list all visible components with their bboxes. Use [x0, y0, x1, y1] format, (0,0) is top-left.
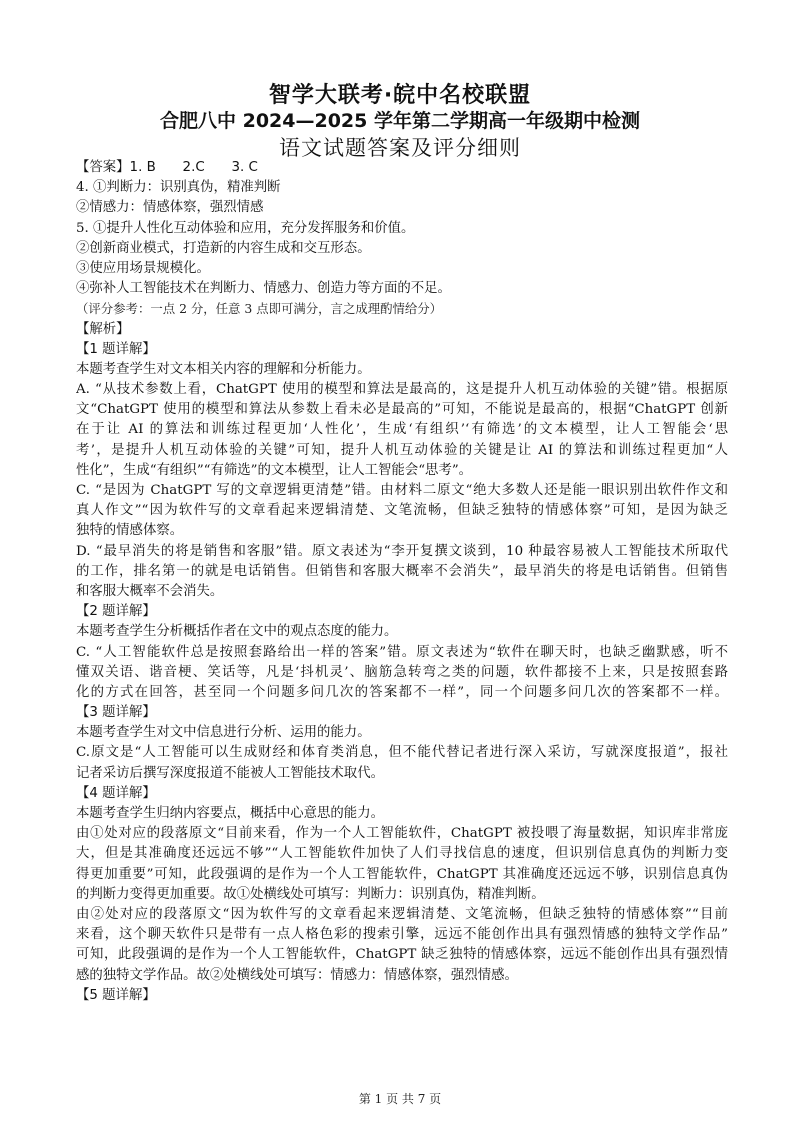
text-line: 考’，是提升人机互动体验的关键”可知，提升人机互动体验的关键是让 AI 的算法和训练过程更加“人	[76, 442, 728, 458]
document-subtitle: 合肥八中 2024—2025 学年第二学期高一年级期中检测	[160, 110, 640, 132]
text-line: 大，但是其准确度还远远不够”“人工智能软件加快了人们寻找信息的速度，但识别信息真伪的判断力变	[76, 846, 728, 862]
text-line: ④弥补人工智能技术在判断力、情感力、创造力等方面的不足。	[76, 281, 451, 297]
text-line: 感的独特文学作品。故②处横线处可填写：情感力：情感体察，强烈情感。	[76, 967, 518, 983]
text-line: （评分参考：一点 2 分，任意 3 点即可满分，言之成理酌情给分）	[76, 301, 443, 317]
text-line: 得更加重要”可知，此段强调的是作为一个人工智能软件，ChatGPT 其准确度还远远不够，识别信息真伪	[76, 866, 728, 882]
text-line: ②创新商业模式，打造新的内容生成和交互形态。	[76, 240, 371, 256]
text-line: 的工作，排名第一的就是电话销售。但销售和客服大概率不会消失”，最早消失的将是电话销售。但销售	[76, 563, 728, 579]
section-heading: 【2 题详解】	[76, 604, 156, 620]
section-heading: 【答案】1. B 2.C 3. C	[76, 160, 258, 175]
document-heading: 语文试题答案及评分细则	[279, 136, 521, 160]
page-footer: 第 1 页 共 7 页	[358, 1092, 442, 1106]
section-heading: 【3 题详解】	[76, 705, 156, 721]
text-line: ③使应用场景规模化。	[76, 260, 210, 276]
text-line: 记者采访后撰写深度报道不能被人工智能技术取代。	[76, 765, 384, 781]
text-line: 由②处对应的段落原文“因为软件写的文章看起来逻辑清楚、文笔流畅，但缺乏独特的情感体察”“目前	[76, 906, 728, 922]
text-line: 在于让 AI 的算法和训练过程更加‘人性化’，生成‘有组织’‘有筛选’的文本模型，让人工智能会‘思	[76, 422, 728, 438]
text-line: C.原文是“人工智能可以生成财经和体育类消息，但不能代替记者进行深入采访，写就深度报道”，报社	[76, 745, 728, 761]
text-line: 4. ①判断力：识别真伪，精准判断	[76, 180, 281, 196]
text-line: C. “人工智能软件总是按照套路给出一样的答案”错。原文表述为“软件在聊天时，也缺乏幽默感，听不	[76, 644, 728, 660]
text-line: C. “是因为 ChatGPT 写的文章逻辑更清楚”错。由材料二原文“绝大多数人还是能一眼识别出软件作文和	[76, 483, 728, 498]
text-line: D. “最早消失的将是销售和客服”错。原文表述为“李开复撰文谈到，10 种最容易被人工智能技术所取代	[76, 543, 728, 559]
text-line: A. “从技术参数上看，ChatGPT 使用的模型和算法是最高的，这是提升人机互动体验的关键”错。根据原	[76, 382, 728, 398]
text-line: 由①处对应的段落原文“目前来看，作为一个人工智能软件，ChatGPT 被投喂了海量数据，知识库非常庞	[76, 826, 728, 842]
text-line: 可知，此段强调的是作为一个人工智能软件，ChatGPT 缺乏独特的情感体察，远远不能创作出具有强烈情	[76, 947, 728, 963]
text-line: 的判断力变得更加重要。故①处横线处可填写：判断力：识别真伪，精准判断。	[76, 886, 545, 902]
text-line: 本题考查学生对文中信息进行分析、运用的能力。	[76, 725, 371, 741]
text-line: 来看，这个聊天软件只是带有一点人格色彩的搜索引擎，远远不能创作出具有强烈情感的独特文学作品”	[76, 927, 728, 943]
text-line: 化的方式在回答，甚至同一个问题多问几次的答案都不一样”，同一个问题多问几次的答案都不一样。	[76, 684, 728, 700]
text-line: 文“ChatGPT 使用的模型和算法从参数上看未必是最高的”可知，不能说是最高的，根据“ChatGPT 创新	[76, 402, 728, 418]
text-line: 真人作文”“因为软件写的文章看起来逻辑清楚、文笔流畅，但缺乏独特的情感体察”可知，是因为缺乏	[76, 503, 728, 519]
text-line: 本题考查学生分析概括作者在文中的观点态度的能力。	[76, 624, 398, 640]
answer-body	[76, 158, 728, 1006]
text-line: 本题考查学生对文本相关内容的理解和分析能力。	[76, 361, 371, 377]
text-line: 和客服大概率不会消失。	[76, 583, 224, 599]
section-heading: 【1 题详解】	[76, 341, 156, 357]
text-line: 本题考查学生归纳内容要点，概括中心意思的能力。	[76, 806, 384, 821]
text-line: 独特的情感体察。	[76, 523, 184, 539]
text-line: 5. ①提升人性化互动体验和应用，充分发挥服务和价值。	[76, 220, 415, 236]
text-line: ②情感力：情感体察，强烈情感	[76, 200, 264, 216]
section-heading: 【4 题详解】	[76, 785, 156, 801]
text-line: 懂双关语、谐音梗、笑话等，凡是‘抖机灵’、脑筋急转弯之类的问题，软件都接不上来，只是按照套路	[76, 664, 728, 680]
section-heading: 【5 题详解】	[76, 987, 156, 1003]
document-title: 智学大联考·皖中名校联盟	[268, 83, 532, 108]
section-heading: 【解析】	[76, 321, 130, 337]
text-line: 性化”，生成“有组织”“有筛选”的文本模型，让人工智能会“思考”。	[76, 462, 473, 478]
